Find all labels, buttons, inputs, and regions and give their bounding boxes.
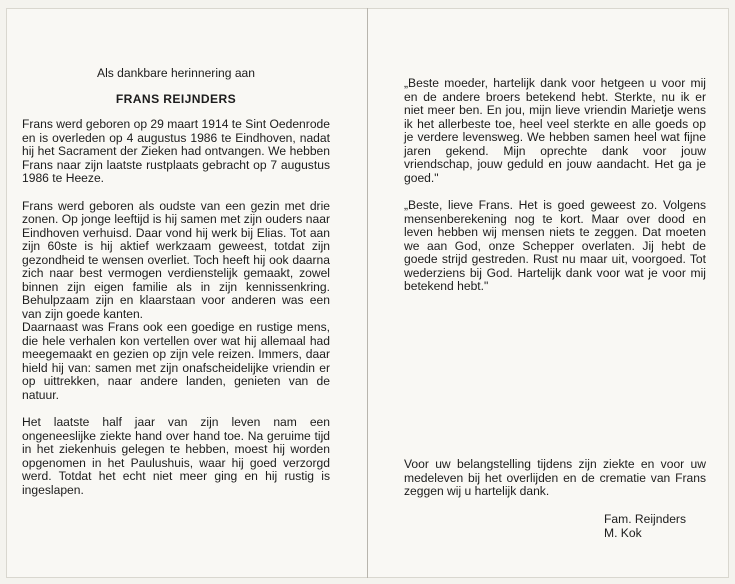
thank-you-note: Voor uw belangstelling tijdens zijn ziekte en voor uw medeleven bij het overlijden en de crematie van Frans zeggen wij u hartelijk dank. [404, 457, 706, 498]
right-panel [404, 77, 706, 294]
card-fold-line [367, 8, 368, 578]
left-panel [22, 67, 330, 497]
biography-paragraph: Daarnaast was Frans ook een goedige en rustige mens, die hele verhalen kon vertellen over wat hij allemaal had meegemaakt en gezien op zijn vele reizen. Immers, daar hield hij van: samen met zijn onafscheidelijke vriendin er op uittrekken, naar andere landen, genieten van de natuur. [22, 320, 330, 402]
signature-block [604, 513, 686, 540]
signature-line: Fam. Reijnders [604, 512, 686, 526]
biography-paragraph: Het laatste half jaar van zijn leven nam een ongeneeslijke ziekte hand over hand toe. Na geruime tijd in het ziekenhuis gelegen te hebben, moest hij worden opgenomen in het Paulushuis, waar hij goed verzorgd werd. Totdat het echt niet meer ging en hij rustig is ingeslapen. [22, 415, 330, 497]
signature-line: M. Kok [604, 525, 642, 540]
farewell-quote: „Beste moeder, hartelijk dank voor hetgeen u voor mij en de andere broers betekend hebt. Sterkte, nu ik er niet meer ben. En jou, mijn lieve vriendin Marietje wens ik het allerbeste toe, heel veel sterkte en alle goeds op je verdere levensweg. We hebben samen heel wat fijne jaren gekend. Mijn oprechte dank voor jouw vriendschap, jouw geduld en jouw aandacht. Het ga je goed." [404, 76, 706, 185]
farewell-quote: „Beste, lieve Frans. Het is goed geweest zo. Volgens mensenberekening nog te kort. Maar over dood en leven hebben wij mensen niets te zeggen. Dat moeten we aan God, onze Schepper overlaten. Jij hebt de goede strijd gestreden. Rust nu maar uit, voorgoed. Tot wederziens bij God. Hartelijk dank voor wat je voor mij betekend hebt." [404, 198, 706, 293]
intro-line: Als dankbare herinnering aan [97, 66, 255, 80]
biography-paragraph: Frans werd geboren als oudste van een gezin met drie zonen. Op jonge leeftijd is hij samen met zijn ouders naar Eindhoven verhuisd. Daar vond hij werk bij Elias. Tot aan zijn 60ste is hij aktief werkzaam geweest, totdat zijn gezondheid te wensen overliet. Toch heeft hij ook daarna zich naar best vermogen verdienstelijk gemaakt, zowel binnen zijn eigen familie als in zijn kennissenkring. Behulpzaam zijn en klaarstaan voor anderen was een van zijn goede kanten. [22, 198, 330, 321]
biography-paragraph: Frans werd geboren op 29 maart 1914 te Sint Oedenrode en is overleden op 4 augustus 1986 te Eindhoven, nadat hij het Sacrament der Zieken had ontvangen. We hebben Frans naar zijn laatste rustplaats gebracht op 7 augustus 1986 te Heeze. [22, 117, 330, 185]
deceased-name: FRANS REIJNDERS [115, 91, 237, 106]
